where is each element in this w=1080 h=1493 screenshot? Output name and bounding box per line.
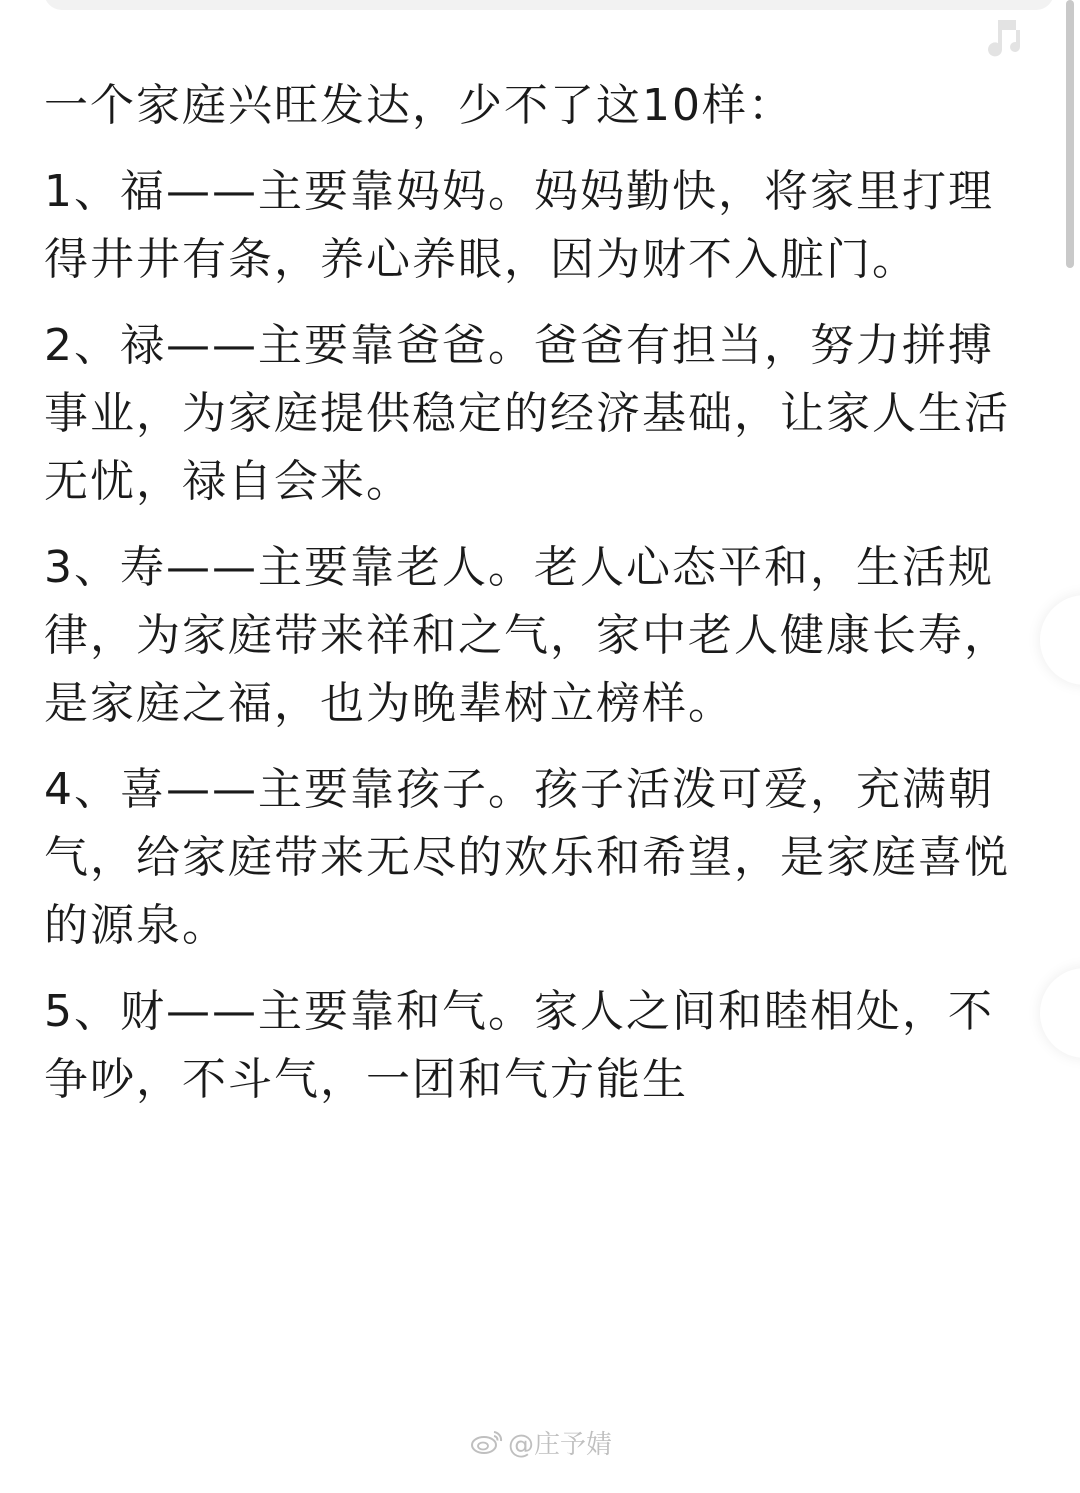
weibo-icon bbox=[470, 1428, 504, 1456]
list-item: 4、喜——主要靠孩子。孩子活泼可爱，充满朝气，给家庭带来无尽的欢乐和希望，是家庭喜悦的源泉。 bbox=[44, 764, 1010, 951]
floating-button[interactable] bbox=[1040, 595, 1080, 685]
article-body bbox=[44, 72, 1034, 1132]
floating-button[interactable] bbox=[1040, 968, 1080, 1058]
list-item: 2、禄——主要靠爸爸。爸爸有担当，努力拼搏事业，为家庭提供稳定的经济基础，让家人生活无忧，禄自会来。 bbox=[44, 320, 1010, 507]
top-bar bbox=[44, 0, 1054, 10]
article-title: 一个家庭兴旺发达，少不了这10样： bbox=[44, 80, 794, 131]
watermark bbox=[470, 1420, 612, 1464]
list-item: 1、福——主要靠妈妈。妈妈勤快，将家里打理得井井有条，养心养眼，因为财不入脏门。 bbox=[44, 166, 994, 285]
watermark-text: @庄予婧 bbox=[508, 1429, 613, 1460]
list-item: 5、财——主要靠和气。家人之间和睦相处，不争吵，不斗气，一团和气方能生 bbox=[44, 986, 994, 1105]
music-note-icon[interactable] bbox=[980, 14, 1028, 62]
list-item: 3、寿——主要靠老人。老人心态平和，生活规律，为家庭带来祥和之气，家中老人健康长寿，是家庭之福，也为晚辈树立榜样。 bbox=[44, 542, 1010, 729]
scrollbar[interactable] bbox=[1066, 0, 1074, 268]
